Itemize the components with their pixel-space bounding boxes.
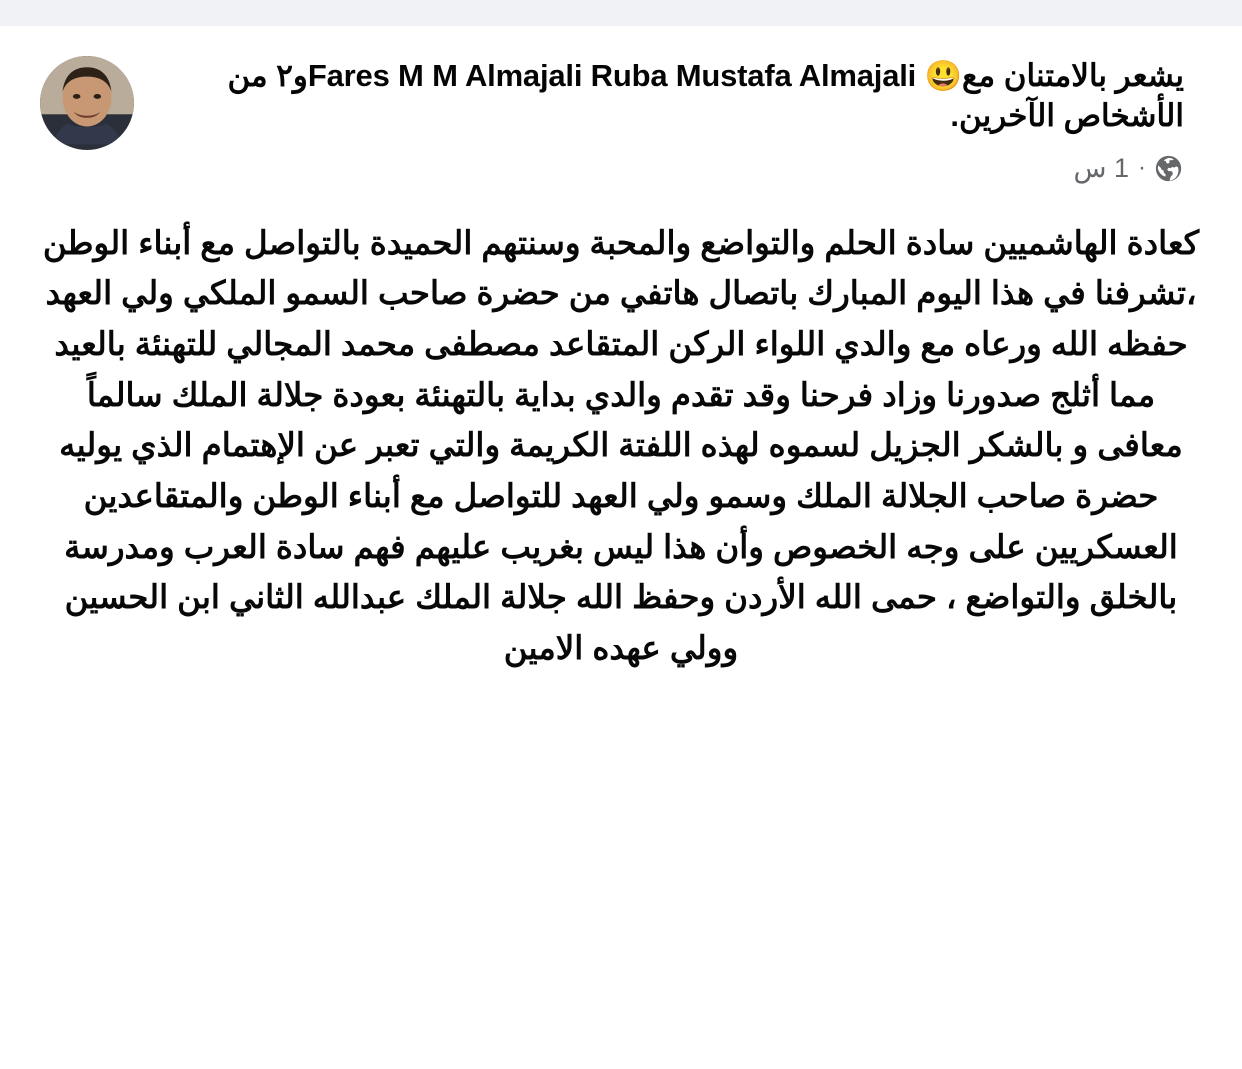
avatar[interactable] <box>40 56 134 150</box>
post-timestamp[interactable]: 1 س <box>1073 152 1129 183</box>
feeling-emoji: 😃 <box>924 60 963 93</box>
post-header <box>0 26 1242 184</box>
feeling-prefix-text: يشعر بالامتنان مع <box>962 58 1184 93</box>
globe-icon[interactable] <box>1155 155 1182 182</box>
post-byline-block <box>134 56 1202 184</box>
post-container <box>0 26 1242 1069</box>
post-byline <box>152 56 1184 137</box>
post-text: كعادة الهاشميين سادة الحلم والتواضع والمحبة وسنتهم الحميدة بالتواصل مع أبناء الوطن ،تشرفنا في هذا اليوم المبارك باتصال هاتفي من حضرة صاحب السمو الملكي ولي العهد حفظه الله ورعاه مع والدي اللواء الركن المتقاعد مصطفى محمد المجالي للتهنئة بالعيد مما أثلج صدورنا وزاد فرحنا وقد تقدم والدي بداية بالتهنئة بعودة جلالة الملك سالماً معافى و بالشكر الجزيل لسموه لهذه اللفتة الكريمة والتي تعبر عن الإهتمام الذي يوليه حضرة صاحب الجلالة الملك وسمو ولي العهد للتواصل مع أبناء الوطن والمتقاعدين العسكريين على وجه الخصوص وأن هذا ليس بغريب عليهم فهم سادة العرب ومدرسة بالخلق والتواضع ، حمى الله الأردن وحفظ الله جلالة الملك عبدالله الثاني ابن الحسين وولي عهده الامين <box>33 224 1200 667</box>
post-meta-row <box>152 153 1184 184</box>
author-name-link[interactable]: Fares M M Almajali <box>307 58 583 93</box>
others-count-link[interactable]: و٢ من الأشخاص الآخرين. <box>227 58 1184 134</box>
meta-separator: · <box>1138 154 1146 182</box>
tagged-person-link[interactable]: Ruba Mustafa Almajali <box>590 58 917 93</box>
top-strip <box>0 0 1242 27</box>
